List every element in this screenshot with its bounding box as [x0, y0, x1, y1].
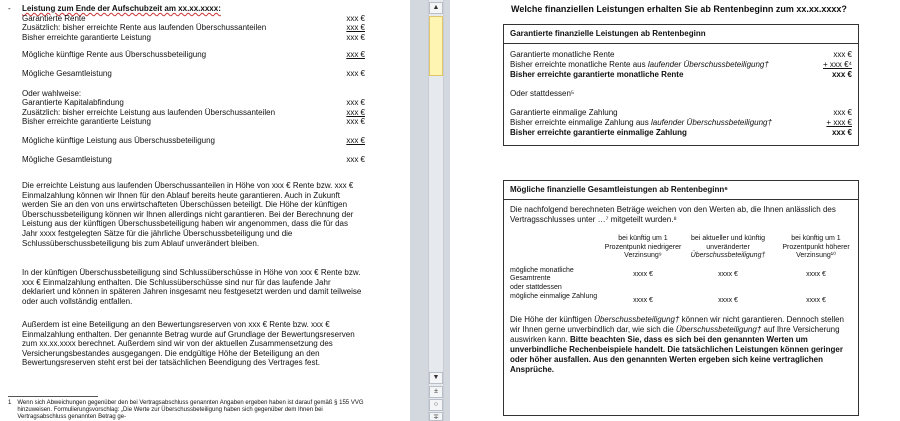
table-cell: xxxx €: [718, 270, 738, 278]
row-label: Zusätzlich: bisher erreichte Rente aus laufenden Überschussanteilen: [22, 23, 267, 33]
page-title: Welche finanziellen Leistungen erhalten Sie ab Rentenbeginn zum xx.xx.xxxx?: [511, 4, 847, 14]
row-monatliche-rente: [504, 50, 858, 60]
row-label: Mögliche Gesamtleistung: [22, 154, 112, 164]
list-dash: -: [8, 4, 11, 13]
box-heading: Mögliche finanzielle Gesamtleistungen ab Rentenbeginn⁶: [510, 185, 728, 194]
row-label: Garantierte Rente: [22, 13, 86, 23]
box-outro: [504, 315, 858, 375]
previous-page-button[interactable]: ±: [429, 386, 443, 398]
row-label: [510, 60, 769, 70]
section-heading: Leistung zum Ende der Aufschubzeit am xx.xx.xxxx:: [22, 4, 221, 13]
row-label: Zusätzlich: bisher erreichte Leistung aus laufenden Überschussanteilen: [22, 107, 276, 117]
row-value: xxx €: [346, 117, 365, 127]
table-cell: xxxx €: [718, 296, 738, 304]
select-browse-object-button[interactable]: ○: [429, 399, 443, 411]
scrollbar-thumb[interactable]: [429, 16, 443, 76]
box-heading: Garantierte finanzielle Leistungen ab Rentenbeginn: [510, 29, 706, 38]
footnote: [8, 400, 368, 421]
table-cell: xxxx €: [806, 270, 826, 278]
box-intro: Die nachfolgend berechneten Beträge weichen von den Werten ab, die Ihnen anlässlich des Vertragsschlusses unter …⁷ mitgeteilt wurden.⁸: [510, 205, 836, 224]
row-label: Mögliche Gesamtleistung: [22, 68, 112, 78]
row-garantierte-rente: [22, 14, 365, 24]
table-corner: [510, 235, 602, 261]
glossary-term: Überschussbeteiligung†: [675, 325, 762, 335]
row-value: xxx €: [346, 154, 365, 164]
row-moegliche-leistung: [22, 136, 365, 146]
row-value: xxx €: [346, 32, 365, 42]
row-label-oder: oder stattdessen: [510, 283, 562, 291]
table-cell-empty: [684, 284, 772, 293]
row-label: Garantierte Kapitalabfindung: [22, 98, 124, 108]
paragraph-bewertungsreserven: Außerdem ist eine Beteiligung an den Bewertungsreserven von xxx € Rente bzw. xxx € Einmalzahlung enthalten. Der genannte Betrag wurde auf Grundlage der Bewertungsreserven zum xx.xx.xxxx berechnet. Außerdem sind wir von der aktuellen Zusammensetzung des Versicherungsbestandes ausgegangen. Die endgültige Höhe der Beteiligung an den Bewertungsreserven steht erst bei der tatsächlichen Beendigung des Vertrages fest.: [22, 320, 355, 368]
row-value: xxx €: [831, 70, 852, 79]
footnote-separator: [8, 396, 98, 397]
label-part: Bisher erreichte einmalige Zahlung aus: [510, 118, 651, 127]
row-kapitalabfindung: [22, 98, 365, 108]
row-garantierte-monatliche-rente: [504, 70, 858, 80]
footnote-text: Wenn sich Abweichungen gegenüber den bei Vertragsabschluss genannten Angaben ergeben haben ist darauf gemäß § 155 VVG hinzuweisen. Formulierungsvorschlag: „Die Werte zur Überschussbeteiligung haben sich gegenüber dem Ihnen bei Vertragsabschluss genannten Betrag ge-: [17, 400, 364, 421]
row-value: + xxx €: [826, 118, 852, 127]
row-bisher-garantiert-2: [22, 117, 365, 127]
scenario-table: [504, 235, 858, 305]
row-moegliche-rente: [22, 50, 365, 60]
row-bisher-garantiert: [22, 33, 365, 43]
right-document-page: [450, 0, 900, 421]
scroll-up-button[interactable]: ▲: [429, 2, 443, 14]
row-value: xxx €: [833, 108, 852, 117]
row-ueberschuss-rente: [504, 60, 858, 70]
row-einmalige-zahlung: [504, 108, 858, 118]
row-value: xxx €: [346, 135, 365, 145]
table-cell: xxxx €: [633, 270, 653, 278]
col-header-higher: bei künftig um 1 Prozentpunkt höherer Verzinsung¹⁰: [782, 235, 850, 260]
row-value: xxx €: [833, 50, 852, 59]
row-value: xxx €: [346, 23, 365, 33]
row-zusaetzlich-rente: [22, 23, 365, 33]
row-value: xxx €: [346, 68, 365, 78]
table-cell: xxxx €: [633, 296, 653, 304]
oder-stattdessen: [504, 89, 858, 99]
row-label: Mögliche künftige Rente aus Überschussbeteiligung: [22, 50, 207, 60]
row-value: + xxx €⁴: [822, 60, 852, 69]
row-label: [510, 118, 772, 128]
disclaimer-text: Bitte beachten Sie, dass es sich bei den genannten Werten um unverbindliche Rechenbeispiele handelt. Die tatsächlichen Leistungen können geringer oder höher ausfallen. Aus den genannten Werten ergeben sich keine vertraglichen Ansprüche.: [510, 335, 843, 375]
col-header-current: [684, 235, 772, 261]
row-label-rente: mögliche monatliche Gesamtrente: [510, 266, 574, 283]
outro-text: können wir nicht garantieren. Dennoch stellen wir Ihnen gerne unverbindlich dar, wie sich die: [510, 315, 844, 335]
row-value: xxx €: [831, 128, 852, 137]
row-label: Bisher erreichte garantierte monatliche Rente: [510, 70, 684, 79]
outro-text: Die Höhe der künftigen: [510, 315, 595, 325]
scroll-down-button[interactable]: ▼: [429, 372, 443, 384]
table-cell-empty: [602, 284, 684, 293]
row-value: xxx €: [346, 13, 365, 23]
row-value: xxx €: [346, 98, 365, 108]
row-label: Mögliche künftige Leistung aus Überschussbeteiligung: [22, 135, 216, 145]
table-cell-empty: [772, 284, 860, 293]
row-garantierte-einmalige-zahlung: [504, 128, 858, 138]
row-label-zahlung: mögliche einmalige Zahlung: [510, 292, 598, 300]
row-ueberschuss-zahlung: [504, 118, 858, 128]
glossary-term: Überschussbeteiligung†: [594, 315, 680, 325]
row-label: Bisher erreichte garantierte Leistung: [22, 117, 151, 127]
label-part: Bisher erreichte monatliche Rente aus: [510, 60, 648, 69]
glossary-term: Überschussbeteiligung†: [690, 252, 766, 260]
paragraph-schlussueberschuss: In der künftigen Überschussbeteiligung sind Schlussüberschüsse in Höhe von xxx € Rente bzw. xxx € Einmalzahlung enthalten. Die Schlussüberschüsse sind nur für das laufende Jahr deklariert und können in späteren Jahren insgesamt neu festgesetzt werden und damit teilweise oder auch vollständig entfallen.: [22, 268, 362, 306]
payout-section: [22, 4, 365, 164]
col-header-text: bei aktueller und künftig unveränderter: [691, 235, 765, 251]
row-value: xxx €: [346, 107, 365, 117]
row-value: xxx €: [346, 50, 365, 60]
outro-text: auf Ihre Versicherung auswirken kann.: [510, 325, 840, 345]
glossary-term: laufender Überschussbeteiligung†: [647, 60, 769, 69]
row-label: Garantierte monatliche Rente: [510, 50, 615, 59]
guaranteed-benefits-box: [503, 24, 859, 146]
footnote-number: 1: [8, 400, 12, 406]
row-zusaetzlich-leistung: [22, 108, 365, 118]
oder-wahlweise-label: Oder wahlweise:: [22, 88, 82, 98]
row-gesamtleistung-1: [22, 69, 365, 79]
glossary-term: laufender Überschussbeteiligung†: [650, 118, 772, 127]
possible-benefits-box: [503, 180, 859, 416]
row-label: Bisher erreichte garantierte Leistung: [22, 32, 151, 42]
row-gesamtleistung-2: [22, 155, 365, 165]
paragraph-leistung: Die erreichte Leistung aus laufenden Überschussanteilen in Höhe von xxx € Rente bzw. xxx € Einmalzahlung können wir Ihnen für den Ablauf bereits heute garantieren. Auch in Zukunft werden Sie an den von uns erwirtschafteten Überschüssen beteiligt. Die Höhe der künftigen Überschussbeteiligung können wir Ihnen allerdings nicht garantieren. Bei der Berechnung der Leistung aus der künftigen Überschussbeteiligung haben wir angenommen, dass die für das Jahr xxxx festgelegten Sätze für die jährliche Überschussbeteiligung und die Schlussüberschussbeteiligung bis zum Ablauf unverändert bleiben.: [22, 181, 354, 248]
row-label: Oder stattdessen⁵: [510, 89, 575, 98]
next-page-button[interactable]: ∓: [429, 412, 443, 421]
table-cell: xxxx €: [806, 296, 826, 304]
row-label: Garantierte einmalige Zahlung: [510, 108, 618, 117]
left-document-page: [0, 0, 410, 421]
col-header-lower: bei künftig um 1 Prozentpunkt niedrigerer Verzinsung⁹: [604, 235, 682, 260]
row-label: Bisher erreichte garantierte einmalige Zahlung: [510, 128, 687, 137]
